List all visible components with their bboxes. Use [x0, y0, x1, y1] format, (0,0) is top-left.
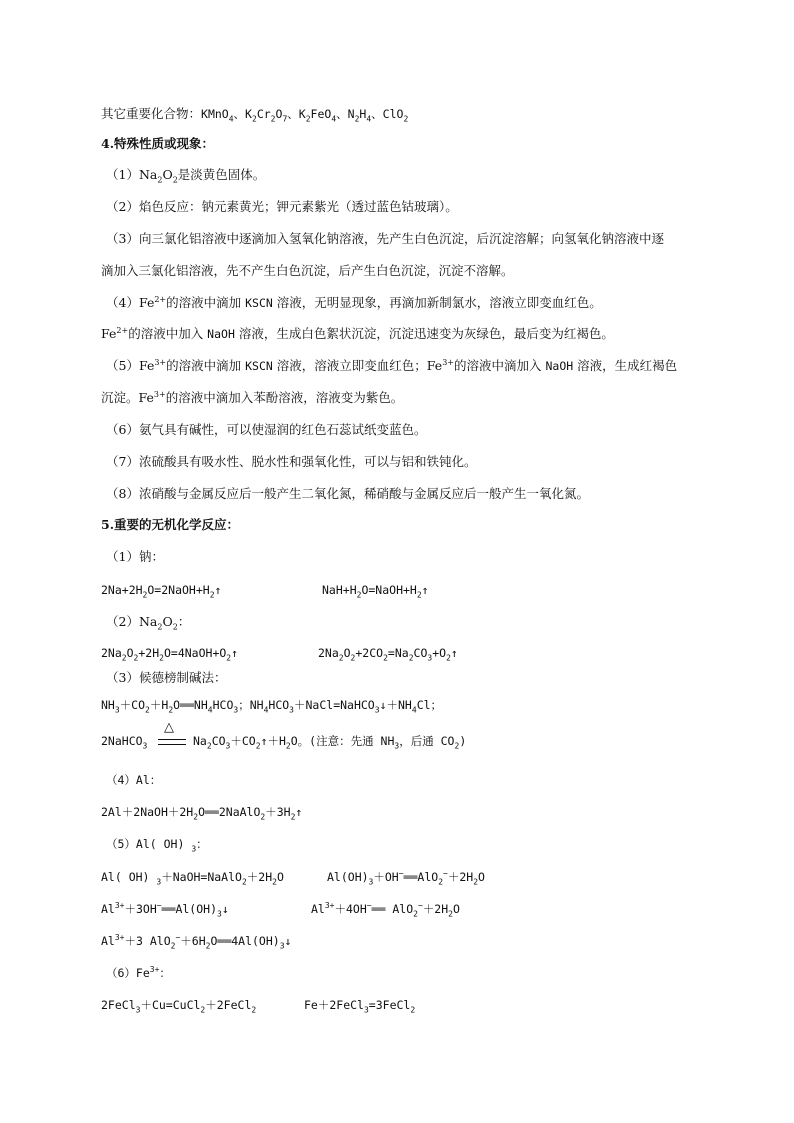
al-label: （4）Al：: [106, 773, 162, 787]
fe3-label: $(6)Fe^{3+}$：: [106, 965, 171, 980]
na2o2-eq-2: $2Na_2O_2+2CO_2=Na_2CO_3+O_2↑$: [318, 646, 458, 663]
hou-label: （3）候德榜制碱法：: [106, 670, 227, 685]
aloh3-eq-5: $Al^{3+}+3$ $AlO_2^-+6H_2O══4Al(OH)_3↓$: [101, 933, 292, 951]
item-3-line-2: 滴加入三氯化铝溶液，先不产生白色沉淀，后产生白色沉淀，沉淀不溶解。: [101, 263, 514, 278]
section-5-title: 5.重要的无机化学反应：: [101, 517, 240, 532]
item-5-line-2: 沉淀。$Fe^{3+}$的溶液中滴加入苯酚溶液，溶液变为紫色。: [101, 389, 404, 405]
aloh3-eq-3: $Al^{3+}+3OH^-══Al(OH)_3↓$: [101, 901, 229, 919]
sodium-label: （1）钠：: [106, 549, 164, 564]
aloh3-eq-1: Al( OH) $_3+NaOH=NaAlO_2+2H_2O$: [101, 870, 284, 887]
sodium-eq-2: $NaH+H_2O=NaOH+H_2↑$: [322, 583, 429, 600]
aloh3-label: （5）Al( OH) $_3$：: [106, 837, 208, 854]
item-2: （2）焰色反应：钠元素黄光；钾元素紫光（透过蓝色钴玻璃）。: [106, 199, 458, 214]
aloh3-eq-4: $Al^{3+}+4OH^-══$ $AlO_2^-+2H_2O$: [311, 901, 460, 919]
al-eq-1: $2Al+2NaOH+2H_2O══2NaAlO_2+3H_2↑$: [101, 805, 303, 822]
na2o2-eq-1: $2Na_2O_2+2H_2O=4NaOH+O_2↑$: [101, 646, 239, 663]
fe3-eq-2: Fe＋2FeCl$_3$=3FeCl$_2$: [304, 998, 416, 1015]
hou-eq-1: $NH_3+CO_2+H_2O══NH_4HCO_3$；$NH_4HCO_3+NaCl=NaHCO_3↓+NH_4Cl$；: [101, 698, 443, 715]
hou-eq-2-right: $Na_2CO_3+CO_2↑+H_2O$。(注意：先通 $NH_3$，后通 $CO_2$): [193, 734, 467, 751]
hou-eq-2-left: 2NaHCO$_3$: [101, 734, 148, 751]
sodium-eq-1: $2Na+2H_2O=2NaOH+H_2↑$: [101, 583, 222, 600]
item-7: （7）浓硫酸具有吸水性、脱水性和强氧化性，可以与铝和铁钝化。: [106, 454, 477, 469]
section-4-title: 4.特殊性质或现象：: [101, 136, 215, 151]
item-4-line-1: $(4)Fe^{2+}$的溶液中滴加 KSCN 溶液，无明显现象，再滴加新制氯水，溶液立即变血红色。: [106, 294, 602, 310]
item-4-line-2: $Fe^{2+}$的溶液中加入 NaOH 溶液，生成白色絮状沉淀，沉淀迅速变为灰绿色，最后变为红褐色。: [101, 325, 614, 341]
item-5-line-1: $(5)Fe^{3+}$的溶液中滴加 KSCN 溶液，溶液立即变血红色；$Fe^{3+}$的溶液中滴加入 NaOH 溶液，生成红褐色: [106, 357, 678, 373]
fe3-eq-1: 2FeCl$_3$＋Cu=CuCl$_2$＋2FeCl$_2$: [101, 998, 257, 1015]
item-3-line-1: （3）向三氯化铝溶液中逐滴加入氢氧化钠溶液，先产生白色沉淀，后沉淀溶解；向氢氧化钠溶液中逐: [106, 231, 664, 246]
item-1: $(1)Na_2O_2$是淡黄色固体。: [106, 167, 266, 185]
item-8: （8）浓硝酸与金属反应后一般产生二氧化氮，稀硝酸与金属反应后一般产生一氧化氮。: [106, 486, 589, 501]
item-6: （6）氨气具有碱性，可以使湿润的红色石蕊试纸变蓝色。: [106, 422, 427, 437]
heat-symbol: △: [164, 720, 174, 735]
aloh3-eq-2: $Al(OH)_3+OH^-══AlO_2^-+2H_2O$: [327, 869, 485, 887]
na2o2-label: $(2)Na_2O_2$：: [106, 614, 191, 632]
other-compounds-line: 其它重要化合物：KMnO$_4$、$K_2Cr_2O_7$、$K_2FeO_4$、$N_2H_4$、ClO$_2$: [101, 106, 409, 124]
equals-bar: [158, 739, 186, 745]
